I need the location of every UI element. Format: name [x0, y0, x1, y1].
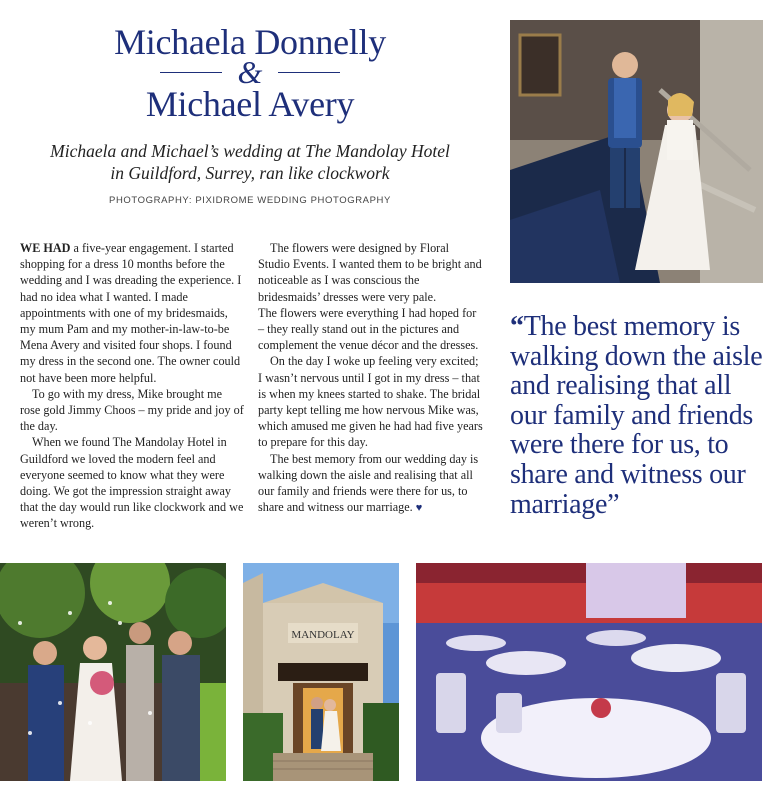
paragraph: When we found The Mandolay Hotel in Guildford we loved the modern feel and everyone seemed to know what they were doing. We got the impression straight away that the day would run like clockwork and we weren’t wrong.	[20, 435, 244, 531]
ampersand: &	[237, 54, 263, 90]
paragraph: On the day I woke up feeling very excited; I wasn’t nervous until I got in my dress – that is when my knees started to shake. The bridal party kept telling me how nervous Mike was, which amused me given he had had five years to prepare for this day.	[258, 354, 483, 450]
hotel-photo-graphic	[243, 563, 399, 781]
confetti-photo	[0, 563, 226, 781]
reception-photo-graphic	[416, 563, 762, 781]
lead-in: WE HAD	[20, 241, 71, 255]
subtitle-line-1: Michaela and Michael’s wedding at The Mandolay Hotel	[50, 141, 450, 161]
paragraph: To go with my dress, Mike brought me rose gold Jimmy Choos – my pride and joy of the day.	[20, 386, 244, 434]
paragraph-text: a five-year engagement. I started shopping for a dress 10 months before the wedding and I was dreading the experience. I had no idea what I wanted. I made appointments with one of my bridesmaids, my mum Pam and my mother-in-law-to-be Mena Avery and visited four shops. I found my dress in the second one. The owner could not have been more helpful.	[20, 241, 242, 385]
staircase-photo-graphic	[510, 20, 763, 283]
staircase-couple-photo	[510, 20, 763, 283]
reception-room-photo	[416, 563, 762, 781]
quote-mark-icon: “	[510, 311, 524, 342]
paragraph: The flowers were everything I had hoped for – they really stand out in the pictures and complement the venue décor and the dresses.	[258, 305, 479, 353]
confetti-photo-graphic	[0, 563, 226, 781]
heart-icon: ♥	[415, 502, 423, 515]
paragraph-text: The best memory from our wedding day is walking down the aisle and realising that all our family and friends were there for us, to share and witness our marriage.	[258, 451, 479, 515]
paragraph	[258, 451, 483, 517]
divider-line-right	[278, 72, 340, 73]
bride-name: Michaela Donnelly	[114, 22, 386, 62]
hotel-sign-text: MANDOLAY	[291, 629, 355, 641]
article-column-2	[258, 240, 483, 516]
pull-quote	[510, 312, 772, 519]
paragraph	[20, 240, 245, 386]
article-subtitle	[30, 140, 470, 184]
photo-credit: PHOTOGRAPHY: PIXIDROME WEDDING PHOTOGRAPHY	[109, 195, 391, 206]
subtitle-line-2: in Guildford, Surrey, ran like clockwork	[110, 163, 390, 183]
groom-name: Michael Avery	[145, 84, 355, 124]
article-column-1	[20, 240, 245, 532]
pull-quote-text: The best memory is walking down the aisle and realising that all our family and friends were there for us, to share and witness our marriage”	[510, 311, 763, 520]
paragraph: The flowers were designed by Floral Studio Events. I wanted them to be bright and noticeable as I was conscious the bridesmaids’ dresses were very pale.	[258, 241, 482, 304]
hotel-entrance-photo	[243, 563, 399, 781]
